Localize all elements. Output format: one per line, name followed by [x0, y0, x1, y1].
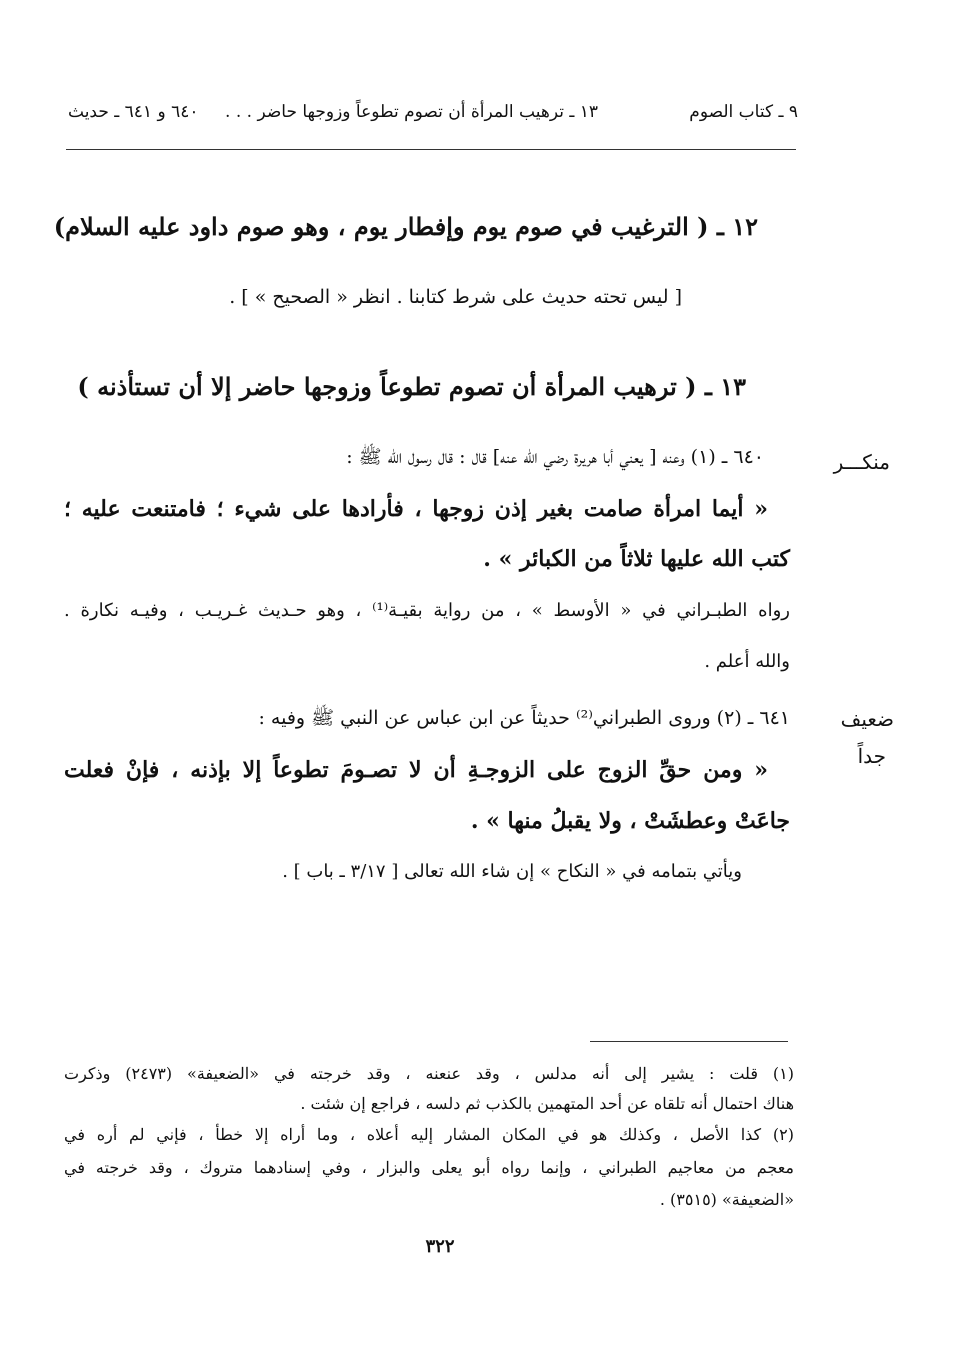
- hadith-641-head: ٦٤١ ـ (٢) وروى الطبراني⁽²⁾ حديثاً عن ابن عباس عن النبي ﷺ وفيه :: [258, 707, 790, 729]
- header-section: ١٣ ـ ترهيب المرأة أن تصوم تطوعاً وزوجها حاضر . . .: [225, 102, 598, 122]
- running-header: [68, 98, 798, 134]
- hadith-641-matn-line-2: جاعَتْ وعطشَتْ ، ولا يقبلُ منها » .: [470, 808, 790, 834]
- footnote-2-line-3: «الضعيفة» (٣٥١٥) .: [659, 1190, 794, 1209]
- hadith-640-report-line-2: والله أعلم .: [704, 651, 790, 672]
- footnote-2-line-2: معجم من معاجيم الطبراني ، وإنما رواه أبو يعلى والبزار ، وفي إسنادهما متروك ، وقد خرجته في: [64, 1158, 794, 1177]
- hadith-641-report: ويأتي بتمامه في « النكاح » إن شاء الله تعالى [ ٣/١٧ ـ باب ] .: [282, 861, 742, 882]
- header-hadith-range: ٦٤٠ و ٦٤١ ـ حديث: [68, 102, 199, 122]
- header-divider: [66, 149, 796, 150]
- hadith-641-grade-line-1: ضعيف: [840, 707, 894, 731]
- hadith-640-report-line-1: رواه الطبـراني في « الأوسط » ، من رواية بقيـة⁽¹⁾ ، وهو حـديث غـريـب ، وفيـه نكارة .: [64, 600, 790, 621]
- hadith-641-grade-line-2: جداً: [857, 744, 886, 768]
- header-chapter: ٩ ـ كتاب الصوم: [689, 102, 798, 122]
- section-13-title: ١٣ ـ ( ترهيب المرأة أن تصوم تطوعاً وزوجها حاضر إلا أن تستأذنه ): [77, 372, 746, 401]
- footnote-1-line-1: (١) قلت : يشير إلى أنه مدلس ، وقد عنعنه ، وقد خرجته في «الضعيفة» (٢٤٧٣) وذكرت: [64, 1064, 794, 1083]
- hadith-640-grade: منكـــر: [833, 450, 890, 474]
- hadith-641-matn-line-1: « ومن حقِّ الزوج على الزوجـةِ أن لا تصـومَ تطوعاً إلا بإذنه ، فإنْ فعلت: [64, 757, 768, 783]
- hadith-640-matn-line-1: « أيما امرأة صامت بغير إذن زوجها ، فأرادها على شيء ؛ فامتنعت عليه ؛: [64, 496, 768, 522]
- hadith-640-head: ٦٤٠ ـ (١) وعنه [ يعني أبا هريرة رضي الله عنه] قال : قال رسول الله ﷺ :: [346, 446, 764, 468]
- section-12-title: ١٢ ـ ( الترغيب في صوم يوم وإفطار يوم ، وهو صوم داود عليه السلام): [53, 212, 758, 241]
- hadith-640-matn-line-2: كتب الله عليها ثلاثاً من الكبائر » .: [483, 546, 790, 572]
- page-number: ٣٢٢: [425, 1236, 455, 1257]
- section-12-note: [ ليس تحته حديث على شرط كتابنا . انظر « الصحيح » ] .: [229, 286, 682, 308]
- footnote-divider: [590, 1041, 788, 1042]
- footnote-2-line-1: (٢) كذا الأصل ، وكذلك هو في المكان المشار إليه أعلاه ، وما أراه إلا خطأ ، فإني لم أره في: [64, 1125, 794, 1144]
- footnote-1-line-2: هناك احتمال أنه تلقاه عن أحد المتهمين بالكذب ثم دلسه ، فراجع إن شئت .: [300, 1094, 794, 1113]
